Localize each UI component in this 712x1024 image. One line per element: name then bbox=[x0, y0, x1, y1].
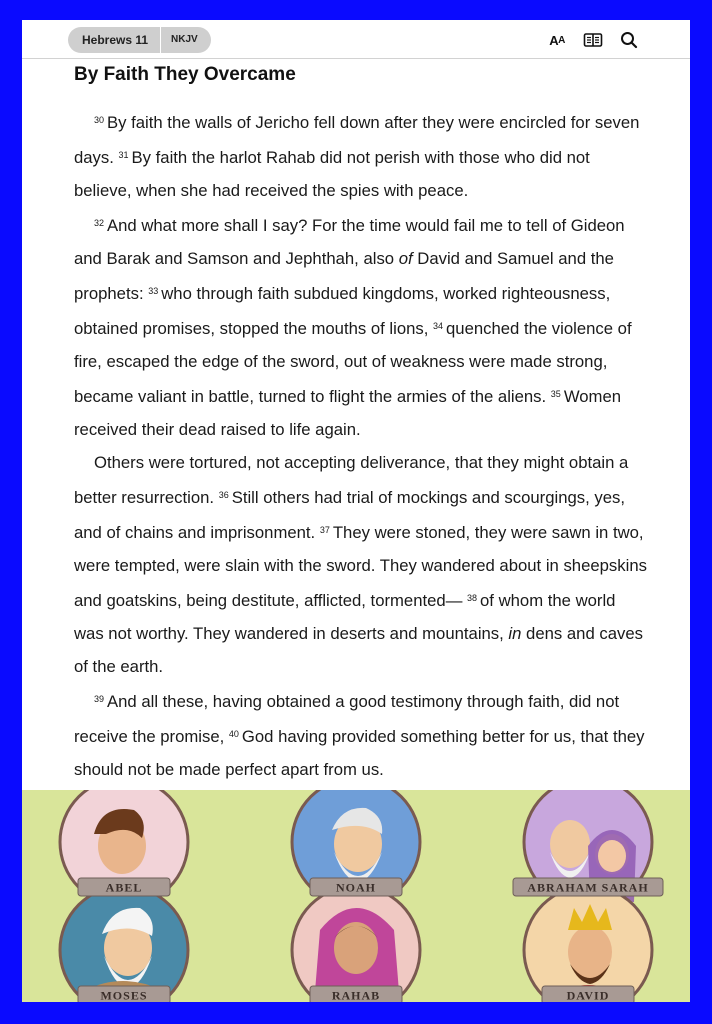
italic-word: in bbox=[508, 624, 522, 643]
passage-paragraph bbox=[74, 446, 648, 683]
name-banner-label: ABEL bbox=[105, 880, 143, 895]
passage-paragraph bbox=[74, 104, 648, 207]
illustration-drawing bbox=[22, 790, 690, 1002]
verse-number[interactable]: 40 bbox=[228, 729, 239, 739]
italic-word: of bbox=[398, 249, 413, 268]
verse-number[interactable]: 35 bbox=[550, 389, 561, 399]
name-banner-label: NOAH bbox=[336, 880, 376, 895]
portrait-david bbox=[524, 886, 652, 1002]
verse-text: By faith the walls of Jericho fell down after they were encircled for seven days. bbox=[74, 113, 640, 167]
reader-page bbox=[22, 20, 690, 1002]
verse-number[interactable]: 34 bbox=[433, 321, 444, 331]
verse-number[interactable]: 37 bbox=[319, 525, 330, 535]
top-toolbar bbox=[22, 20, 690, 59]
verse-text: dens and caves of the earth. bbox=[74, 624, 643, 676]
bible-figures-illustration bbox=[22, 790, 690, 1002]
portrait-moses bbox=[60, 886, 188, 1002]
verse-number[interactable]: 36 bbox=[218, 490, 229, 500]
text-size-icon[interactable]: A A bbox=[549, 32, 565, 48]
verse-number[interactable]: 32 bbox=[94, 218, 105, 228]
book-icon[interactable] bbox=[582, 29, 604, 51]
verse-text: David and Samuel and the prophets: bbox=[74, 249, 614, 303]
section-heading: By Faith They Overcame bbox=[74, 64, 296, 85]
search-icon[interactable] bbox=[618, 29, 640, 51]
verse-number[interactable]: 31 bbox=[118, 150, 129, 160]
book-chapter-button[interactable]: Hebrews 11 bbox=[82, 33, 149, 47]
verse-number[interactable]: 39 bbox=[94, 694, 105, 704]
passage-paragraph bbox=[74, 207, 648, 446]
verse-text: Still others had trial of mockings and scourgings, yes, and of chains and imprisonment. bbox=[74, 488, 625, 542]
verse-number[interactable]: 30 bbox=[94, 115, 105, 125]
verse-number[interactable]: 33 bbox=[148, 286, 159, 296]
version-button[interactable]: NKJV bbox=[171, 34, 198, 45]
verse-text: God having provided something better for us, that they should not be made perfect apart from us. bbox=[74, 727, 645, 779]
passage-paragraph bbox=[74, 683, 648, 786]
passage-text bbox=[74, 104, 648, 786]
verse-text: By faith the harlot Rahab did not perish with those who did not believe, when she had received the spies with peace. bbox=[74, 148, 590, 200]
name-banner-label: MOSES bbox=[100, 988, 148, 1002]
verse-text: Others were tortured, not accepting deliverance, that they might obtain a better resurrection. bbox=[74, 453, 629, 507]
toolbar-tools bbox=[546, 29, 640, 51]
portrait-rahab bbox=[292, 886, 420, 1002]
passage-selector bbox=[68, 27, 211, 53]
verse-text: And all these, having obtained a good testimony through faith, did not receive the promise, bbox=[74, 692, 620, 746]
verse-text: quenched the violence of fire, escaped the edge of the sword, out of weakness were made strong, became valiant in battle, turned to flight the armies of the aliens. bbox=[74, 319, 632, 406]
verse-text: Women received their dead raised to life again. bbox=[74, 387, 622, 439]
name-banner-label: RAHAB bbox=[331, 988, 381, 1002]
name-banner-label: DAVID bbox=[566, 988, 610, 1002]
verse-text: And what more shall I say? For the time would fail me to tell of Gideon and Barak and Samson and Jephthah, also bbox=[74, 216, 625, 268]
verse-text: of whom the world was not worthy. They wandered in deserts and mountains, bbox=[74, 591, 616, 643]
verse-text: They were stoned, they were sawn in two, were tempted, were slain with the sword. They wandered about in sheepskins and goatskins, being destitute, afflicted, tormented— bbox=[74, 523, 647, 610]
name-banner-label: ABRAHAM SARAH bbox=[527, 880, 649, 895]
verse-text: who through faith subdued kingdoms, worked righteousness, obtained promises, stopped the mouths of lions, bbox=[74, 284, 611, 338]
verse-number[interactable]: 38 bbox=[467, 593, 478, 603]
